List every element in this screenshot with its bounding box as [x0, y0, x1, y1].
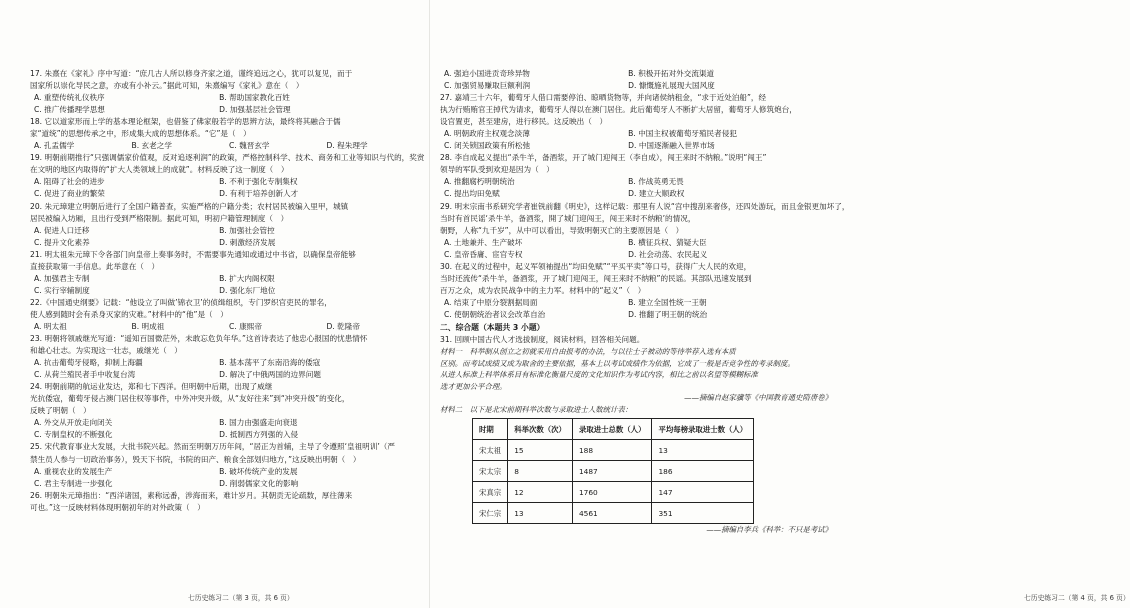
question-text: 执为行贿贿官王掉代为请求，葡萄牙人得以在澳门居住。此后葡萄牙人不断扩大居留，葡萄牙人修筑炮台， — [440, 105, 797, 115]
question-text: 直接获取第一手信息。此举意在（ ） — [30, 261, 160, 271]
question-text: 18. 它以道家形而上学的基本理论框架，也借鉴了佛家般若学的思辨方法，最终将其融合于儒 — [30, 117, 341, 127]
table-cell: 186 — [652, 461, 754, 482]
question-text: 28. 李自成起义提出“杀牛羊，备酒浆，开了城门迎闯王（李自成），闯王来时不纳粮。”说明“闯王” — [440, 153, 767, 163]
table-cell: 13 — [652, 440, 754, 461]
option-b: B. 横征兵权、猜疑大臣 — [628, 237, 707, 247]
option-a: A. 促进人口迁移 — [34, 225, 90, 235]
question-text: 可也。”这一反映材料体现明朝初年的对外政策（ ） — [30, 502, 205, 512]
option-b: B. 破坏传统产业的发展 — [219, 466, 298, 476]
option-c: C. 促进了商业的繁荣 — [34, 189, 105, 199]
option-d: D. 乾隆帝 — [326, 321, 360, 331]
option-b: B. 玄老之学 — [131, 141, 172, 151]
option-b: B. 明成祖 — [131, 321, 165, 331]
option-c: C. 康熙帝 — [229, 321, 262, 331]
table-header-row — [473, 419, 754, 440]
option-d: D. 削弱儒家文化的影响 — [219, 478, 299, 488]
option-d: D. 有利于培养创新人才 — [219, 189, 299, 199]
option-a: A. 明朝政府主权观念淡薄 — [444, 129, 530, 139]
table-cell: 12 — [508, 482, 573, 503]
question-text: 22.《中国通史纲要》记载：“他设立了叫做’锦衣卫’的侦缉组织，专门罗织官吏民的罪名， — [30, 297, 332, 307]
option-b: B. 中国主权被葡萄牙殖民者侵犯 — [628, 129, 737, 139]
question-text: 21. 明太祖朱元璋下令各部门向皇帝上奏事务时，不需要事先通知或通过中书省，以确保皇帝能够 — [30, 249, 356, 259]
option-b: B. 作战英勇无畏 — [628, 177, 684, 187]
option-d: D. 社会动荡、农民起义 — [628, 249, 708, 259]
option-d: D. 推翻了明王朝的统治 — [628, 309, 708, 319]
option-c: C. 加强贸易赚取巨额利润 — [444, 81, 531, 91]
question-20 — [30, 201, 424, 249]
material-two — [440, 404, 832, 536]
question-28 — [440, 152, 832, 200]
material-one — [440, 346, 832, 404]
question-text: 24. 明朝前期的航运业发达，郑和七下西洋。但明朝中后期，出现了威继 — [30, 382, 273, 392]
table-cell: 1487 — [572, 461, 652, 482]
question-text: 27. 嘉靖三十六年，葡萄牙人借口需要停泊、晾晒货物等，并向诸侯纳租金，“求于近处泊船”，经 — [440, 93, 767, 103]
table-header: 科举次数（次） — [508, 419, 573, 440]
option-c: C. 提出均田免赋 — [444, 189, 500, 199]
question-text: 设官置吏，甚至建房，进行移民。这反映出（ ） — [440, 117, 608, 127]
section-heading: 二、综合题（本题共 3 小题） — [440, 322, 545, 332]
question-17 — [30, 68, 424, 116]
option-a: A. 重视农业的发展生产 — [34, 466, 113, 476]
option-a: A. 推翻腐朽明朝统治 — [444, 177, 515, 187]
page-footer: 七历史练习二（第 4 页，共 6 页） — [1024, 594, 1130, 602]
table-cell: 147 — [652, 482, 754, 503]
option-c: C. 实行宰辅制度 — [34, 285, 90, 295]
question-text: 使人感到随时会有杀身灭家的灾难。”材料中的“他”是（ ） — [30, 309, 228, 319]
option-a: A. 明太祖 — [34, 321, 67, 331]
option-b: B. 扩大内阁权限 — [219, 273, 275, 283]
option-d: D. 加强基层社会管理 — [219, 105, 291, 115]
option-b: B. 基本荡平了东南沿海的倭寇 — [219, 358, 321, 368]
option-a: A. 外交从开放走向闭关 — [34, 418, 113, 428]
question-27 — [440, 92, 832, 152]
table-cell: 宋仁宗 — [473, 503, 508, 524]
option-c: C. 魏晋玄学 — [229, 141, 270, 151]
option-b: B. 建立全国性统一王朝 — [628, 297, 707, 307]
option-b: B. 加强社会管控 — [219, 225, 275, 235]
question-29 — [440, 201, 850, 261]
option-c: C. 皇帝昏庸、宦官专权 — [444, 249, 523, 259]
material-text: 选才更加公平合理。 — [440, 381, 507, 391]
question-text: 百万之众，成为农民战争中的主力军。材料中的“起义”（ ） — [440, 285, 646, 295]
option-a: A. 孔盂儒学 — [34, 141, 75, 151]
question-text: 朝野，人称“九千岁”，从中可以看出，导致明朝灭亡的主要原因是（ ） — [440, 225, 684, 235]
question-text: 禁生员人参与一切政治事务），毁天下书院，书院的田产、粮食全部划归地方，”这反映出明朝（ ） — [30, 454, 361, 464]
question-text: 反映了明朝（ ） — [30, 406, 91, 416]
material-text: 材料一 科举制从创立之初就采用自由报考的办法，与以往士子被动的等待举荐入选有本质 — [440, 347, 736, 357]
option-a: A. 土地兼并、生产破坏 — [444, 237, 523, 247]
question-text: 29. 明末宗南书系研究学者崔铣前翻《明史》，这样记载：那里有人说“宫中搜刮来奢侈，还四处游玩，而且金银更加坏了， — [440, 201, 850, 211]
option-c: C. 推广传播理学思想 — [34, 105, 105, 115]
question-text: 26. 明朝朱元璋指出：“西洋诸国，素称远番，涉海而来，难计岁月。其朝贡无论疏数，厚往薄来 — [30, 490, 353, 500]
table-header: 录取进士总数（人） — [572, 419, 652, 440]
option-c: C. 从荷兰殖民者手中收复台湾 — [34, 370, 136, 380]
question-21 — [30, 249, 424, 297]
question-text: 20. 朱元璋建立明朝后进行了全国户籍普查，实施严格的户籍分类；农村居民被编入里甲，城镇 — [30, 201, 349, 211]
right-page — [430, 0, 1130, 608]
question-18 — [30, 116, 424, 152]
question-22 — [30, 297, 424, 333]
option-c: C. 提升文化素养 — [34, 237, 90, 247]
question-text: 当时有首民谣‘杀牛羊，备酒浆，開了城门迎闯王，闯王来时不纳粮’的情况， — [440, 213, 696, 223]
option-b: B. 积极开拓对外交流渠道 — [628, 69, 715, 78]
question-24 — [30, 381, 424, 441]
question-text: 领导的军队受到欢迎是因为（ ） — [440, 165, 554, 175]
option-b: B. 帮助国家教化百姓 — [219, 93, 290, 103]
option-d: D. 程朱理学 — [326, 141, 368, 151]
exam-stats-table — [472, 418, 754, 524]
option-a: A. 结束了中原分裂割据局面 — [444, 297, 538, 307]
question-text: 23. 明朝将领戚继光写道：“遥知百国微茫外，未敢忘危负年华。”这首诗表达了他忠心报国的忧患情怀 — [30, 334, 368, 344]
table-cell: 宋太祖 — [473, 440, 508, 461]
question-text: 19. 明朝前期推行“只强调儒家价值观，反对追逐利润”的政策，严格控制科学、技术、商务和工业等知识与代的，奖赏 — [30, 153, 425, 163]
page-footer: 七历史练习二（第 3 页，共 6 页） — [188, 594, 294, 602]
option-a: A. 抗击葡萄牙侵略，抑制上海疆 — [34, 358, 143, 368]
table-header: 时期 — [473, 419, 508, 440]
table-row — [473, 461, 754, 482]
question-text: 17. 朱熹在《家礼》序中写道：“庶几古人所以修身齐家之道，谨终追远之心，犹可以复见，而于 — [30, 69, 353, 78]
table-cell: 15 — [508, 440, 573, 461]
question-text: 25. 宋代教育事业大发展，大批书院兴起。然而至明朝万历年间，“居正为首辅，主导了令遵照‘皇祖明训’（严 — [30, 442, 395, 452]
material-source: ——摘编自李兵《科举：不只是考试》 — [706, 525, 832, 535]
table-row — [473, 482, 754, 503]
table-cell: 13 — [508, 503, 573, 524]
left-page — [0, 0, 430, 608]
option-c: C. 专制皇权的不断强化 — [34, 430, 113, 440]
question-26-options — [440, 68, 832, 92]
question-text: 30. 在起义的过程中，起义军领袖提出“均田免赋”“平买平卖”等口号，获得广大人民的欢迎， — [440, 261, 752, 271]
option-d: D. 抵制西方列强的入侵 — [219, 430, 299, 440]
option-d: D. 慷慨施礼展现大国风度 — [628, 81, 715, 91]
option-b: B. 不利于强化专制集权 — [219, 177, 298, 187]
table-cell: 1760 — [572, 482, 652, 503]
table-row — [473, 440, 754, 461]
option-a: A. 强迫小国进贡奇珍异物 — [444, 69, 530, 78]
option-c: C. 闭关锁国政策有所松弛 — [444, 141, 531, 151]
option-b: B. 国力由强盛走向衰退 — [219, 418, 298, 428]
option-a: A. 重塑传统礼仪秩序 — [34, 93, 105, 103]
option-a: A. 加强君主专制 — [34, 273, 90, 283]
table-cell: 宋太宗 — [473, 461, 508, 482]
question-text: 和雄心壮志。为实现这一壮志，戚继光（ ） — [30, 346, 182, 356]
question-text: 光抗倭寇，葡萄牙侵占澳门居住权等事件，中外冲突升级，从“友好往来”到“冲突升级”的变化， — [30, 394, 350, 404]
option-d: D. 解决了中俄两国的边界问题 — [219, 370, 321, 380]
question-text: 家“道统”的思想传承之中，形成集大成的思想体系。“它”是（ ） — [30, 129, 251, 139]
option-d: D. 刺激经济发展 — [219, 237, 276, 247]
option-c: C. 使朝朝统治者议会改革自治 — [444, 309, 546, 319]
table-cell: 351 — [652, 503, 754, 524]
table-cell: 8 — [508, 461, 573, 482]
table-row — [473, 503, 754, 524]
option-d: D. 中国逐渐融入世界市场 — [628, 141, 715, 151]
table-caption: 材料二 以下是北宋前期科举次数与录取进士人数统计表： — [440, 405, 633, 415]
table-cell: 4561 — [572, 503, 652, 524]
question-text: 当时还流传“杀牛羊，备酒浆，开了城门迎闯王，闯王来时不纳粮”的民谣。其部队迅速发展到 — [440, 273, 752, 283]
question-text: 在文明的地区内取得的“扩大人类领域上的成就”。材料反映了这一制度（ ） — [30, 165, 289, 175]
material-text: 从进人标准上科举体系目有标准化衡量尺度的文化知识作为考试内容，相比之前以名望等模糊标准 — [440, 370, 758, 380]
table-cell: 188 — [572, 440, 652, 461]
table-header: 平均每榜录取进士数（人） — [652, 419, 754, 440]
question-19 — [30, 152, 424, 200]
table-cell: 宋真宗 — [473, 482, 508, 503]
question-23 — [30, 333, 424, 381]
question-25 — [30, 441, 424, 489]
question-text: 国家所以崇化导民之意，亦或有小补云。”据此可知，朱熹编写《家礼》意在（ ） — [30, 81, 304, 91]
question-26 — [30, 490, 424, 514]
question-30 — [440, 261, 832, 321]
option-d: D. 强化东厂地位 — [219, 285, 276, 295]
question-text: 居民被编入坊厢，且出行受到严格限制。据此可知，明初户籍管理制度（ ） — [30, 213, 289, 223]
material-text: 区别。而考试成绩又成为取舍的主要依据，基本上以考试成绩作为依据，它成了一般是否竞争性的考录制度。 — [440, 358, 795, 368]
option-a: A. 阻碍了社会的进步 — [34, 177, 105, 187]
option-c: C. 君主专制进一步强化 — [34, 478, 113, 488]
question-31-intro: 31. 回顾中国古代人才选拔制度，阅读材料，回答相关问题。 — [440, 334, 645, 344]
option-d: D. 建立大顺政权 — [628, 189, 685, 199]
material-source: ——摘编自赵家骥等《中国教育通史隋唐卷》 — [684, 393, 832, 403]
